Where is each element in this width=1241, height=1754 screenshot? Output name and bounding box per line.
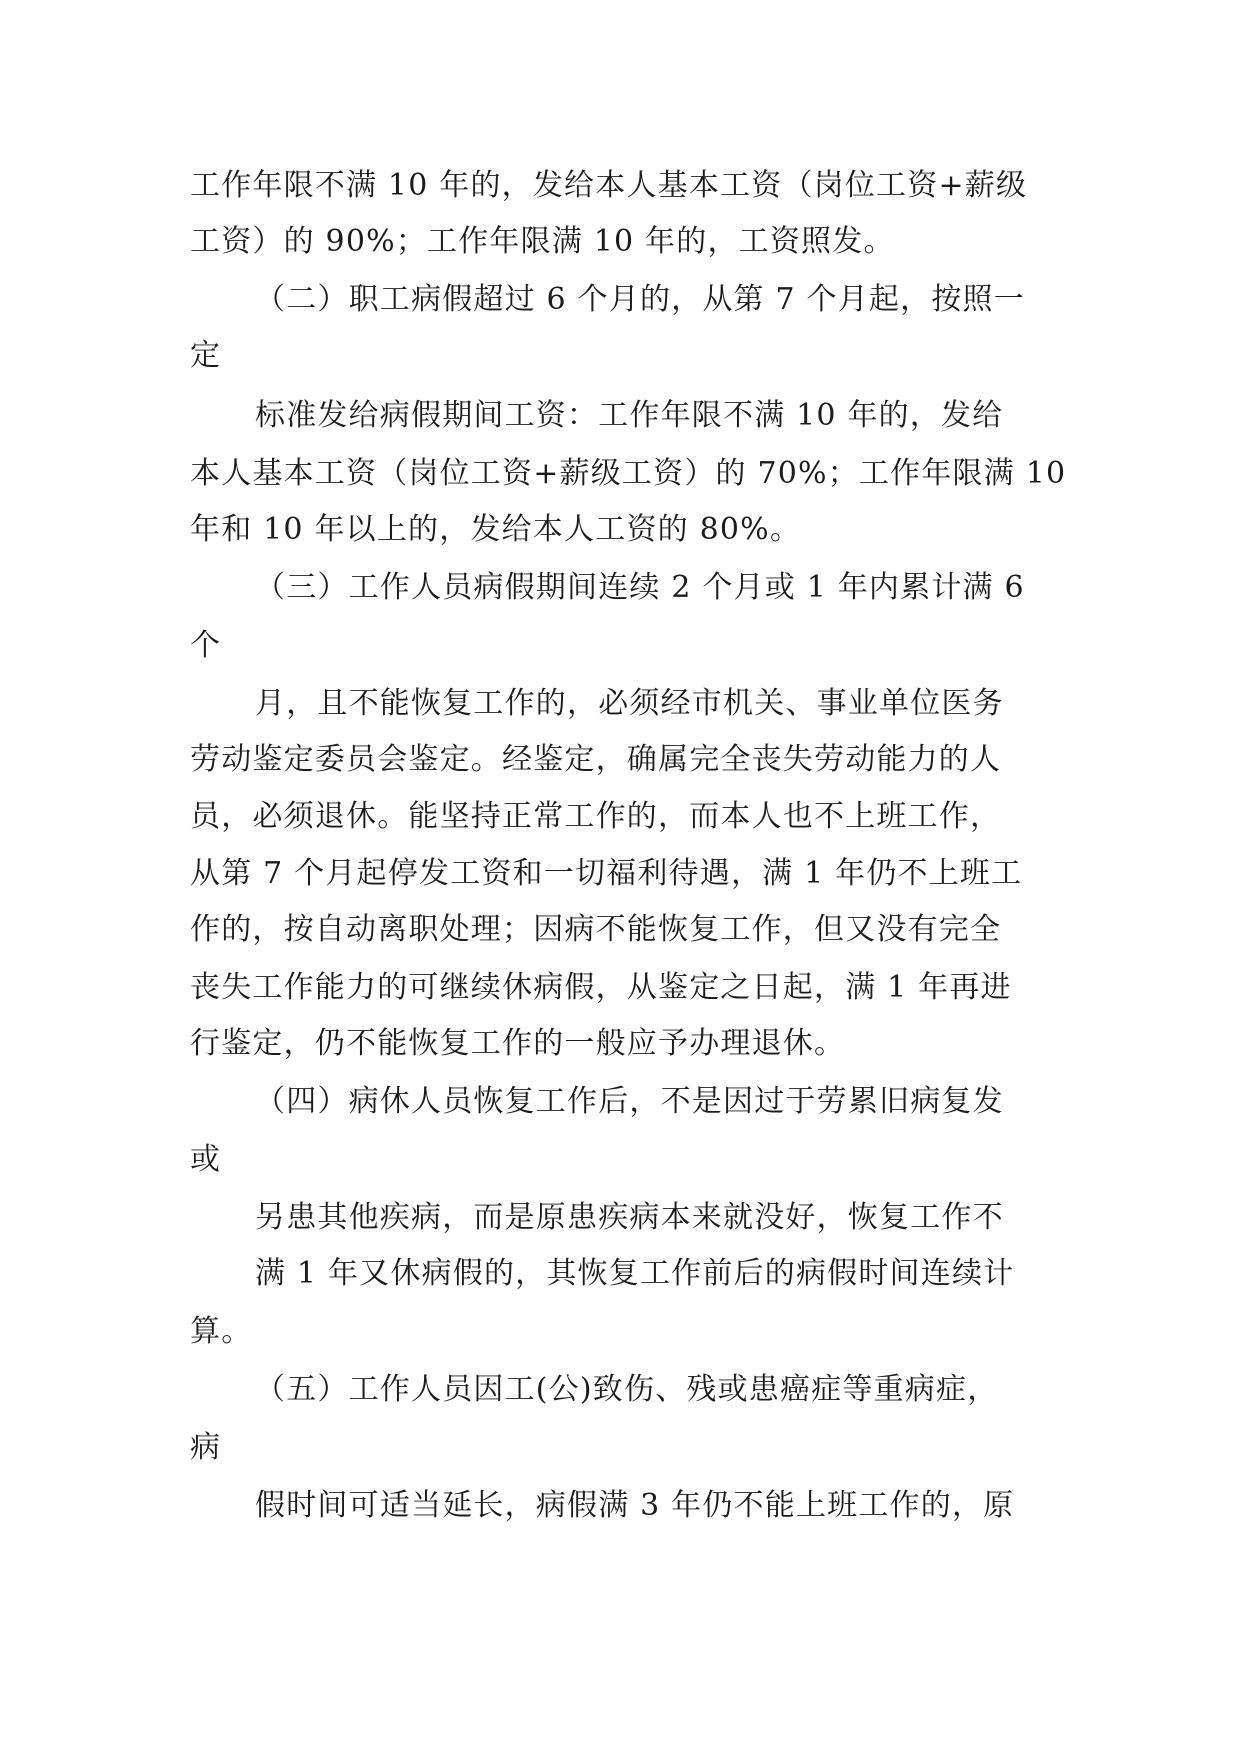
text-line: 行鉴定，仍不能恢复工作的一般应予办理退休。 [190, 1026, 846, 1061]
text-line: 本人基本工资（岗位工资+薪级工资）的 70%；工作年限满 10 [190, 456, 1067, 491]
text-line: 工作年限不满 10 年的，发给本人基本工资（岗位工资+薪级 [190, 168, 1028, 203]
text-line: 另患其他疾病，而是原患疾病本来就没好，恢复工作不 [255, 1200, 1004, 1235]
text-line: 假时间可适当延长，病假满 3 年仍不能上班工作的，原 [255, 1488, 1015, 1523]
text-line: （二）职工病假超过 6 个月的，从第 7 个月起，按照一 [255, 282, 1025, 317]
text-line: 个 [190, 628, 222, 663]
text-line: 月，且不能恢复工作的，必须经市机关、事业单位医务 [255, 686, 1004, 721]
text-line: 员，必须退休。能坚持正常工作的，而本人也不上班工作， [190, 799, 1002, 834]
text-line: 标准发给病假期间工资：工作年限不满 10 年的，发给 [255, 398, 1004, 433]
text-line: 或 [190, 1142, 222, 1177]
text-line: （五）工作人员因工(公)致伤、残或患癌症等重病症， [255, 1372, 999, 1407]
text-line: 满 1 年又休病假的，其恢复工作前后的病假时间连续计 [255, 1256, 1015, 1291]
text-line: （四）病休人员恢复工作后，不是因过于劳累旧病复发 [255, 1084, 1004, 1119]
text-line: 丧失工作能力的可继续休病假，从鉴定之日起，满 1 年再进 [190, 970, 1012, 1005]
text-line: 工资）的 90%；工作年限满 10 年的，工资照发。 [190, 224, 895, 259]
text-line: 算。 [190, 1314, 253, 1349]
text-line: （三）工作人员病假期间连续 2 个月或 1 年内累计满 6 [255, 570, 1025, 605]
text-line: 定 [190, 338, 222, 373]
text-line: 劳动鉴定委员会鉴定。经鉴定，确属完全丧失劳动能力的人 [190, 742, 1002, 777]
text-line: 年和 10 年以上的，发给本人工资的 80%。 [190, 512, 802, 547]
text-line: 作的，按自动离职处理；因病不能恢复工作，但又没有完全 [190, 912, 1002, 947]
text-line: 病 [190, 1430, 222, 1465]
text-line: 从第 7 个月起停发工资和一切福利待遇，满 1 年仍不上班工 [190, 856, 1023, 891]
